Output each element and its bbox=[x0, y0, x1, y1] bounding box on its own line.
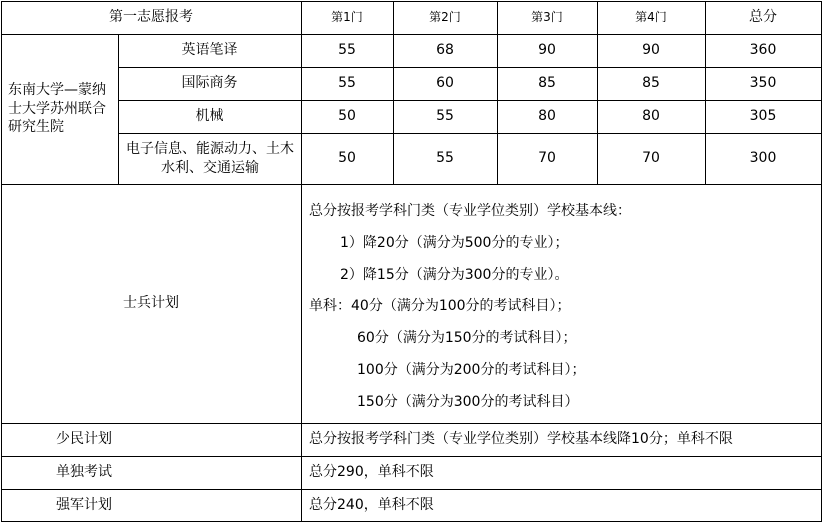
score-subject-4: 90 bbox=[642, 42, 660, 59]
military-plan-desc: 总分240，单科不限 bbox=[309, 496, 434, 513]
score-subject-2: 68 bbox=[436, 42, 454, 59]
score-total: 300 bbox=[749, 150, 777, 167]
minority-plan-label: 少民计划 bbox=[56, 431, 112, 448]
score-subject-3: 85 bbox=[538, 75, 556, 92]
soldier-plan-line: 60分（满分为150分的考试科目）； bbox=[357, 330, 577, 346]
header-subject-2: 第2门 bbox=[429, 10, 461, 25]
score-subject-4: 80 bbox=[642, 108, 660, 125]
score-subject-3: 80 bbox=[538, 108, 556, 125]
header-first-choice: 第一志愿报考 bbox=[109, 9, 193, 26]
separate-exam-label: 单独考试 bbox=[56, 464, 112, 481]
score-subject-3: 90 bbox=[538, 42, 556, 59]
score-subject-1: 55 bbox=[338, 75, 356, 92]
soldier-plan-line: 单科：40分（满分为100分的考试科目）； bbox=[309, 298, 571, 314]
school-name: 东南大学—蒙纳士大学苏州联合研究生院 bbox=[8, 81, 106, 136]
major-name: 英语笔译 bbox=[181, 42, 238, 59]
separate-exam-desc: 总分290，单科不限 bbox=[309, 464, 434, 481]
soldier-plan-line: 2）降15分（满分为300分的专业）。 bbox=[340, 267, 569, 283]
score-subject-4: 70 bbox=[642, 150, 660, 167]
score-subject-1: 50 bbox=[338, 108, 356, 125]
soldier-plan-line: 总分按报考学科门类（专业学位类别）学校基本线： bbox=[309, 203, 631, 219]
header-subject-4: 第4门 bbox=[635, 10, 667, 25]
major-name: 机械 bbox=[195, 108, 224, 125]
score-subject-1: 55 bbox=[338, 42, 356, 59]
soldier-plan-line: 100分（满分为200分的考试科目）； bbox=[357, 362, 586, 378]
score-subject-2: 55 bbox=[436, 150, 454, 167]
minority-plan-desc: 总分按报考学科门类（专业学位类别）学校基本线降10分；单科不限 bbox=[309, 431, 733, 448]
soldier-plan-line: 1）降20分（满分为500分的专业）； bbox=[340, 235, 569, 251]
major-name: 电子信息、能源动力、土木水利、交通运输 bbox=[126, 140, 294, 176]
soldier-plan-label: 士兵计划 bbox=[123, 295, 179, 312]
score-total: 350 bbox=[749, 75, 777, 92]
header-subject-3: 第3门 bbox=[531, 10, 563, 25]
header-subject-1: 第1门 bbox=[331, 10, 363, 25]
header-total: 总分 bbox=[749, 9, 777, 26]
score-total: 360 bbox=[749, 42, 777, 59]
score-subject-2: 60 bbox=[436, 75, 454, 92]
score-subject-2: 55 bbox=[436, 108, 454, 125]
score-subject-1: 50 bbox=[338, 150, 356, 167]
military-plan-label: 强军计划 bbox=[56, 496, 112, 513]
score-subject-3: 70 bbox=[538, 150, 556, 167]
score-subject-4: 85 bbox=[642, 75, 660, 92]
major-name: 国际商务 bbox=[181, 75, 238, 92]
soldier-plan-line: 150分（满分为300分的考试科目） bbox=[357, 394, 579, 410]
score-total: 305 bbox=[749, 108, 777, 125]
